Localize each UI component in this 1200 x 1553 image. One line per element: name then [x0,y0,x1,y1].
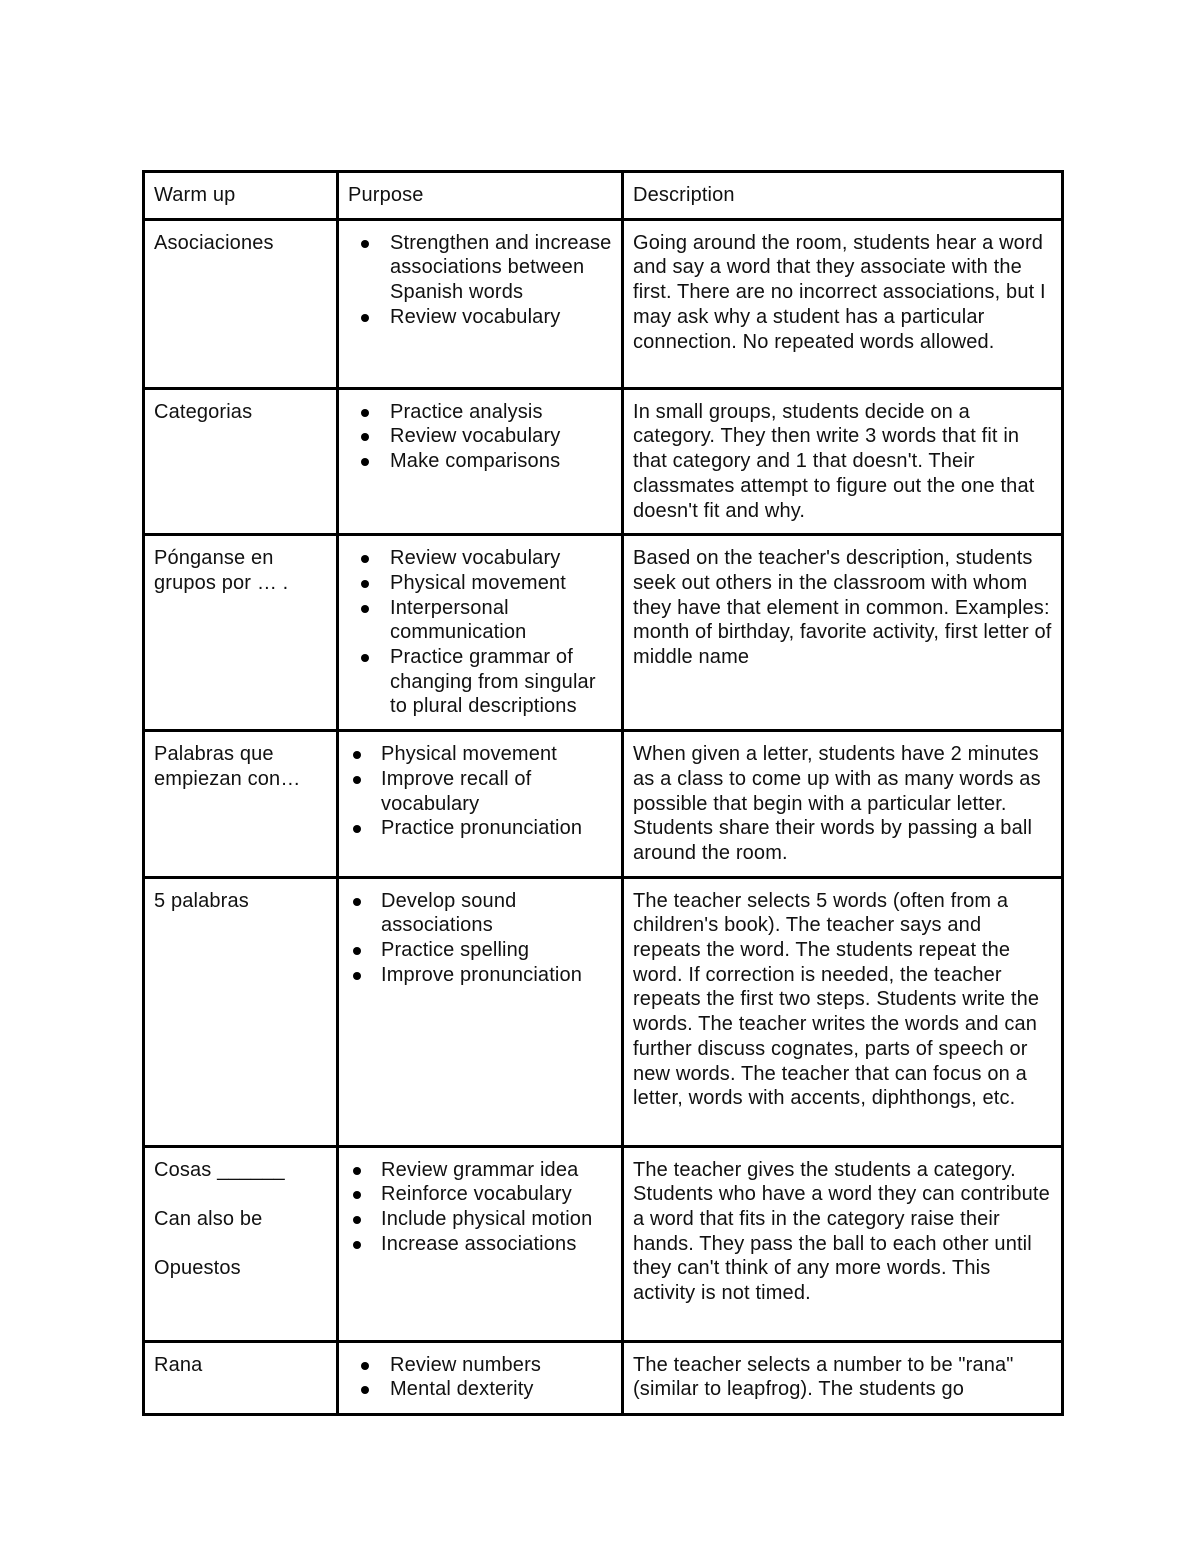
purpose-item: Make comparisons [390,449,612,474]
warm-up-cell [144,1146,338,1341]
warm-up-cell [144,877,338,1146]
purpose-item: Include physical motion [381,1207,612,1232]
purpose-item: Review vocabulary [390,305,612,330]
warm-up-cell [144,219,338,388]
warm-up-note: Can also be [154,1208,263,1231]
purpose-list [348,1158,612,1257]
purpose-cell [338,1146,623,1341]
warm-up-name: Cosas ______ [154,1158,285,1181]
purpose-list [348,231,612,330]
warm-up-name: Palabras que empiezan con… [154,743,301,790]
warm-up-activities-table [142,170,1064,1416]
table-row [144,388,1063,535]
table-row [144,1146,1063,1341]
purpose-item: Mental dexterity [390,1377,612,1402]
purpose-item: Review vocabulary [390,546,612,571]
purpose-item: Reinforce vocabulary [381,1182,612,1207]
description-cell: Based on the teacher's description, students seek out others in the classroom with whom they have that element in common. Examples: month of birthday, favorite activity, first letter of middle name [623,535,1063,731]
description-cell: In small groups, students decide on a category. They then write 3 words that fit in that category and 1 that doesn't. Their classmates attempt to figure out the one that doesn't fit and why. [623,388,1063,535]
purpose-cell [338,1341,623,1414]
warm-up-cell [144,388,338,535]
purpose-list [348,546,612,719]
purpose-item: Improve pronunciation [381,963,612,988]
header-description: Description [623,172,1063,220]
purpose-item: Practice analysis [390,400,612,425]
purpose-cell [338,731,623,878]
purpose-item: Increase associations [381,1232,612,1257]
purpose-cell [338,388,623,535]
table-row [144,731,1063,878]
description-cell: When given a letter, students have 2 minutes as a class to come up with as many words as possible that begin with a particular letter. Students share their words by passing a ball around the room. [623,731,1063,878]
purpose-list [348,1353,612,1402]
purpose-item: Strengthen and increase associations between Spanish words [390,231,612,304]
purpose-item: Develop sound associations [381,889,612,938]
description-cell: The teacher selects a number to be "rana" (similar to leapfrog). The students go [623,1341,1063,1414]
purpose-item: Improve recall of vocabulary [381,767,612,816]
purpose-item: Review grammar idea [381,1158,612,1183]
warm-up-name: Pónganse en grupos por … . [154,547,289,594]
purpose-cell [338,877,623,1146]
purpose-cell [338,219,623,388]
purpose-item: Physical movement [390,571,612,596]
header-purpose: Purpose [338,172,623,220]
header-warm-up: Warm up [144,172,338,220]
table-row [144,535,1063,731]
description-cell: The teacher selects 5 words (often from a children's book). The teacher says and repeats the word. The students repeat the word. If correction is needed, the teacher repeats the first two steps. Students write the words. The teacher writes the words and can further discuss cognates, parts of speech or new words. The teacher that can focus on a letter, words with accents, diphthongs, etc. [623,877,1063,1146]
purpose-item: Review vocabulary [390,424,612,449]
purpose-list [348,889,612,988]
warm-up-name: Asociaciones [154,231,274,254]
purpose-item: Physical movement [381,742,612,767]
warm-up-name: Categorias [154,400,253,423]
table-row [144,219,1063,388]
purpose-item: Interpersonal communication [390,596,612,645]
purpose-list [348,400,612,474]
warm-up-name: Rana [154,1353,203,1376]
purpose-item: Practice pronunciation [381,816,612,841]
table-header-row [144,172,1063,220]
purpose-item: Practice spelling [381,938,612,963]
description-cell: Going around the room, students hear a word and say a word that they associate with the first. There are no incorrect associations, but I may ask why a student has a particular connection. No repeated words allowed. [623,219,1063,388]
description-cell: The teacher gives the students a category. Students who have a word they can contribute a word that fits in the category raise their hands. They pass the ball to each other until they can't think of any more words. This activity is not timed. [623,1146,1063,1341]
table-row [144,877,1063,1146]
warm-up-cell [144,535,338,731]
warm-up-cell [144,731,338,878]
warm-up-name: 5 palabras [154,889,249,912]
purpose-item: Practice grammar of changing from singular to plural descriptions [390,645,612,719]
warm-up-cell [144,1341,338,1414]
table-row [144,1341,1063,1414]
purpose-item: Review numbers [390,1353,612,1378]
purpose-cell [338,535,623,731]
warm-up-alternate: Opuestos [154,1257,241,1280]
purpose-list [348,742,612,841]
